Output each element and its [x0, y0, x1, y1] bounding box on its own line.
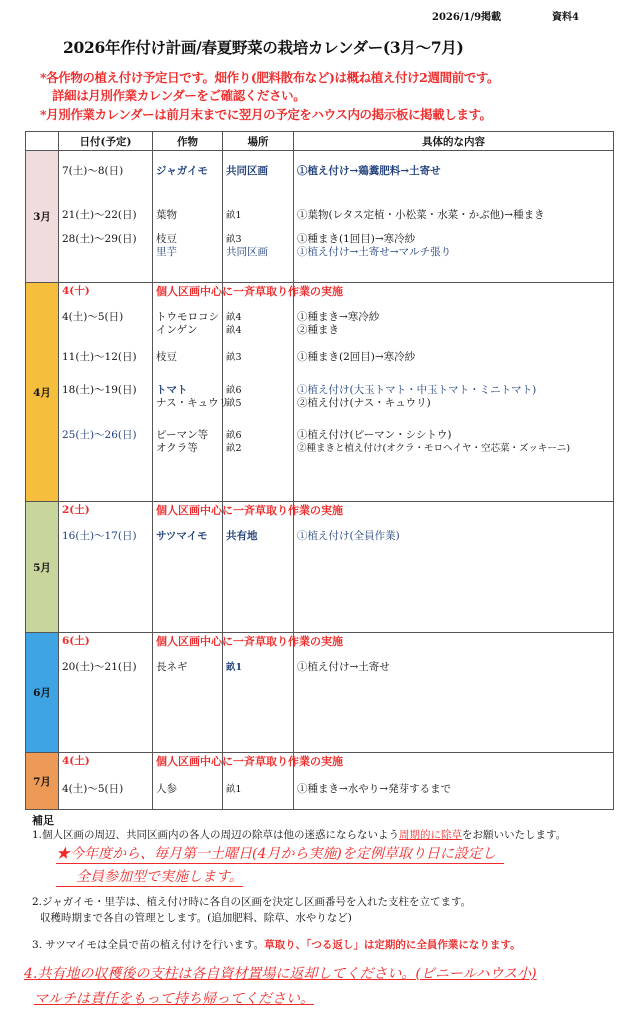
weeding-date: 6(土): [62, 635, 90, 647]
content: ①植え付け(大玉トマト・中玉トマト・ミニトマト): [297, 384, 537, 396]
place: 共同区画: [226, 246, 268, 258]
weeding-day-notice-2: 全員参加型で実施します。: [56, 866, 243, 887]
month-label: 6月: [26, 633, 59, 753]
content: ①種まき(2回目)→寒冷紗: [297, 351, 416, 363]
crop: 葉物: [156, 209, 177, 221]
place: 畝3: [226, 234, 242, 245]
content: ①植え付け(全員作業): [297, 530, 400, 542]
month-row-june: [26, 633, 614, 753]
content-cell: [294, 283, 614, 502]
content-cell: [294, 753, 614, 810]
place-cell: [223, 633, 294, 753]
weeding-day-notice-1: ★今年度から、毎月第一土曜日(4月から実施)を定例草取り日に設定し: [56, 843, 504, 864]
content: ①種まき→寒冷紗: [297, 311, 380, 323]
place: 共有地: [226, 530, 258, 542]
crop: トマト: [156, 384, 188, 396]
content: ②種まき: [297, 324, 339, 336]
place: 畝3: [226, 352, 242, 363]
date: 20(土)～21(日): [62, 661, 137, 673]
place: 畝1: [226, 210, 242, 221]
content: ①種まき→水やり→発芽するまで: [297, 783, 452, 795]
date-cell: [59, 151, 153, 283]
crop: 長ネギ: [156, 661, 188, 673]
place: 共同区画: [226, 165, 268, 177]
note-1: *各作物の植え付け予定日です。畑作り(肥料散布など)は概ね植え付け2週間前です。: [40, 70, 500, 85]
header-crop: 作物: [153, 132, 223, 151]
crop: 枝豆: [156, 351, 177, 363]
supplement-item-3: [32, 937, 521, 952]
supplement-item-4-cont: マルチは責任をもって持ち帰ってください。: [34, 991, 314, 1007]
header-content: 具体的な内容: [294, 132, 614, 151]
date: 11(土)～12(日): [62, 351, 137, 363]
content: ①種まき(1回目)→寒冷紗: [297, 233, 416, 245]
month-row-may: [26, 502, 614, 633]
month-label: 7月: [26, 753, 59, 810]
place: 畝4: [226, 325, 242, 336]
supplement-heading: 補足: [32, 814, 54, 827]
crop: 枝豆: [156, 233, 177, 245]
crop: ジャガイモ: [156, 165, 208, 177]
calendar-table: [25, 131, 614, 810]
place: 畝4: [226, 312, 242, 323]
posted-date: 2026/1/9掲載: [432, 12, 502, 23]
crop: トウモロコシ: [156, 311, 219, 323]
crop: ナス・キュウリ: [156, 397, 230, 409]
place: 畝6: [226, 430, 242, 441]
place: 畝6: [226, 385, 242, 396]
content: ①植え付け(ピーマン・シシトウ): [297, 429, 452, 441]
item3-red: 草取り、「つる返し」は定期的に全員作業になります。: [264, 939, 521, 951]
content: ①植え付け→土寄せ→マルチ張り: [297, 246, 452, 258]
place-cell: [223, 753, 294, 810]
crop: 里芋: [156, 246, 177, 258]
page-title: 2026年作付け計画/春夏野菜の栽培カレンダー(3月～7月): [63, 38, 464, 57]
date: 4(土)～5(日): [62, 311, 124, 323]
supplement-item-2: 2.ジャガイモ・里芋は、植え付け時に各自の区画を決定し区画番号を入れた支柱を立てます。: [32, 896, 472, 908]
date-cell: [59, 502, 153, 633]
content: ①植え付け→鶏糞肥料→土寄せ: [297, 165, 441, 177]
item1-text: 1.個人区画の周辺、共同区画内の各人の周辺の除草は他の迷惑にならないよう: [32, 829, 400, 841]
document-number: 資料4: [552, 12, 579, 23]
month-label: 5月: [26, 502, 59, 633]
note-3: *月別作業カレンダーは前月末までに翌月の予定をハウス内の掲示板に掲載します。: [40, 107, 492, 122]
content: ②植え付け(ナス・キュウリ): [297, 397, 431, 409]
date: 28(土)～29(日): [62, 233, 137, 245]
date: 4(土)～5(日): [62, 783, 124, 795]
date-cell: [59, 753, 153, 810]
date-cell: [59, 633, 153, 753]
month-label: 3月: [26, 151, 59, 283]
content: ②種まきと植え付け(オクラ・モロヘイヤ・空芯菜・ズッキーニ): [297, 443, 571, 454]
date: 16(土)～17(日): [62, 530, 137, 542]
content-cell: [294, 151, 614, 283]
crop: オクラ等: [156, 442, 198, 454]
month-label: 4月: [26, 283, 59, 502]
weeding-date: 4(土): [62, 755, 90, 767]
header-month: [26, 132, 59, 151]
item1-text-end: をお願いいたします。: [462, 829, 567, 841]
month-row-march: [26, 151, 614, 283]
weeding-text: 個人区画中心に一斉草取り作業の実施: [156, 285, 343, 298]
month-row-april: [26, 283, 614, 502]
place-cell: [223, 151, 294, 283]
content-cell: [294, 502, 614, 633]
item1-highlight: 周期的に除草: [399, 829, 463, 841]
content: ①植え付け→土寄せ: [297, 661, 390, 673]
weeding-date: 2(土): [62, 504, 90, 516]
supplement-item-4: 4.共有地の収穫後の支柱は各自資材置場に返却してください。(ビニールハウス小): [24, 966, 537, 982]
date: 25(土)～26(日): [62, 429, 137, 441]
weeding-date: 4(十): [62, 285, 90, 297]
weeding-text: 個人区画中心に一斉草取り作業の実施: [156, 635, 343, 648]
month-row-july: [26, 753, 614, 810]
item3-text: 3. サツマイモは全員で苗の植え付けを行います。: [32, 939, 265, 951]
weeding-text: 個人区画中心に一斉草取り作業の実施: [156, 504, 343, 517]
supplement-item-2-cont: 収穫時期まで各自の管理とします。(追加肥料、除草、水やりなど): [40, 912, 352, 924]
note-2: 詳細は月別作業カレンダーをご確認ください。: [52, 88, 306, 103]
place-cell: [223, 502, 294, 633]
date: 21(土)～22(日): [62, 209, 137, 221]
supplement-item-1: [32, 827, 566, 842]
table-header-row: [26, 132, 614, 151]
crop: インゲン: [156, 324, 198, 336]
content-cell: [294, 633, 614, 753]
weeding-text: 個人区画中心に一斉草取り作業の実施: [156, 755, 343, 768]
place: 畝1: [226, 662, 243, 673]
date-cell: [59, 283, 153, 502]
place: 畝1: [226, 784, 242, 795]
place: 畝2: [226, 443, 242, 454]
place-cell: [223, 283, 294, 502]
header-date: 日付(予定): [59, 132, 153, 151]
crop: 人参: [156, 783, 177, 795]
date: 7(土)～8(日): [62, 165, 124, 177]
place: 畝5: [226, 398, 242, 409]
content: ①葉物(レタス定植・小松菜・水菜・かぶ他)→種まき: [297, 209, 545, 221]
crop: サツマイモ: [156, 530, 208, 542]
date: 18(土)～19(日): [62, 384, 137, 396]
header-place: 場所: [223, 132, 294, 151]
crop-cell: [153, 151, 223, 283]
crop: ピーマン等: [156, 429, 209, 441]
